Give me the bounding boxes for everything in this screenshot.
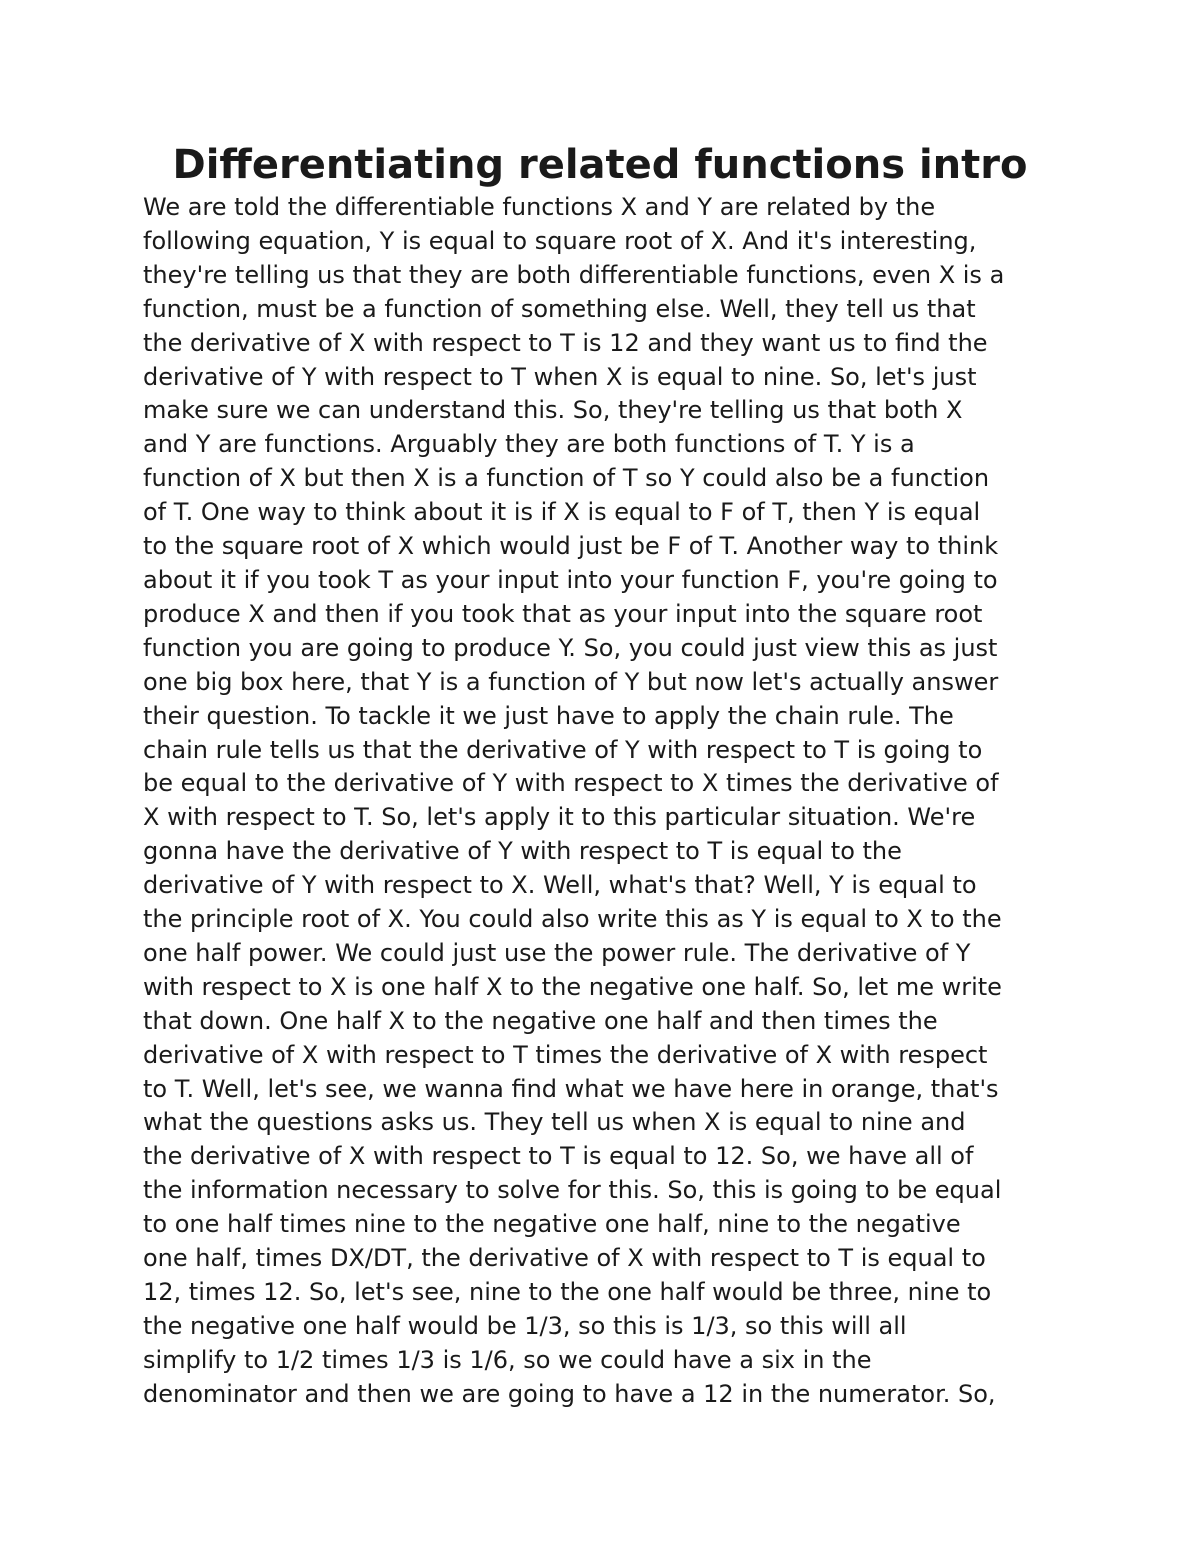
document-title: Differentiating related functions intro	[172, 142, 1028, 188]
body-line: derivative of Y with respect to X. Well, what's that? Well, Y is equal to	[143, 871, 977, 900]
body-line: function, must be a function of something else. Well, they tell us that	[143, 294, 976, 323]
body-line: they're telling us that they are both differentiable functions, even X is a	[143, 260, 1005, 289]
body-line: gonna have the derivative of Y with respect to T is equal to the	[143, 837, 902, 866]
body-line: the derivative of X with respect to T is 12 and they want us to find the	[143, 328, 988, 357]
body-line: and Y are functions. Arguably they are both functions of T. Y is a	[143, 430, 915, 459]
body-line: with respect to X is one half X to the negative one half. So, let me write	[143, 972, 1002, 1001]
body-line: produce X and then if you took that as your input into the square root	[143, 599, 983, 628]
body-line: chain rule tells us that the derivative of Y with respect to T is going to	[143, 735, 983, 764]
body-line: their question. To tackle it we just have to apply the chain rule. The	[143, 701, 954, 730]
body-line: function you are going to produce Y. So, you could just view this as just	[143, 633, 998, 662]
body-line: one half, times DX/DT, the derivative of X with respect to T is equal to	[143, 1244, 986, 1273]
body-line: to one half times nine to the negative one half, nine to the negative	[143, 1210, 961, 1239]
body-line: denominator and then we are going to have a 12 in the numerator. So,	[143, 1379, 996, 1408]
body-line: of T. One way to think about it is if X is equal to F of T, then Y is equal	[143, 498, 981, 527]
document-body	[143, 191, 1083, 1412]
body-line: following equation, Y is equal to square root of X. And it's interesting,	[143, 226, 977, 255]
body-line: derivative of X with respect to T times the derivative of X with respect	[143, 1040, 988, 1069]
body-line: the principle root of X. You could also write this as Y is equal to X to the	[143, 905, 1002, 934]
body-line: what the questions asks us. They tell us when X is equal to nine and	[143, 1108, 966, 1137]
body-line: function of X but then X is a function of T so Y could also be a function	[143, 464, 990, 493]
body-line: simplify to 1/2 times 1/3 is 1/6, so we could have a six in the	[143, 1345, 872, 1374]
body-line: 12, times 12. So, let's see, nine to the one half would be three, nine to	[143, 1278, 992, 1306]
body-line: We are told the differentiable functions X and Y are related by the	[143, 193, 936, 221]
body-line: about it if you took T as your input into your function F, you're going to	[143, 565, 998, 594]
body-line: make sure we can understand this. So, they're telling us that both X	[143, 396, 963, 425]
body-line: to T. Well, let's see, we wanna find what we have here in orange, that's	[143, 1074, 999, 1103]
body-line: the information necessary to solve for this. So, this is going to be equal	[143, 1176, 1002, 1205]
body-line: the negative one half would be 1/3, so this is 1/3, so this will all	[143, 1311, 907, 1340]
body-line: the derivative of X with respect to T is equal to 12. So, we have all of	[143, 1142, 974, 1171]
body-line: one half power. We could just use the power rule. The derivative of Y	[143, 938, 971, 967]
body-line: X with respect to T. So, let's apply it to this particular situation. We're	[143, 803, 976, 832]
body-line: one big box here, that Y is a function of Y but now let's actually answer	[143, 667, 999, 696]
body-line: derivative of Y with respect to T when X is equal to nine. So, let's just	[143, 362, 977, 391]
body-line: to the square root of X which would just be F of T. Another way to think	[143, 532, 999, 561]
body-line: that down. One half X to the negative one half and then times the	[143, 1006, 938, 1035]
body-line: be equal to the derivative of Y with respect to X times the derivative of	[143, 769, 999, 798]
